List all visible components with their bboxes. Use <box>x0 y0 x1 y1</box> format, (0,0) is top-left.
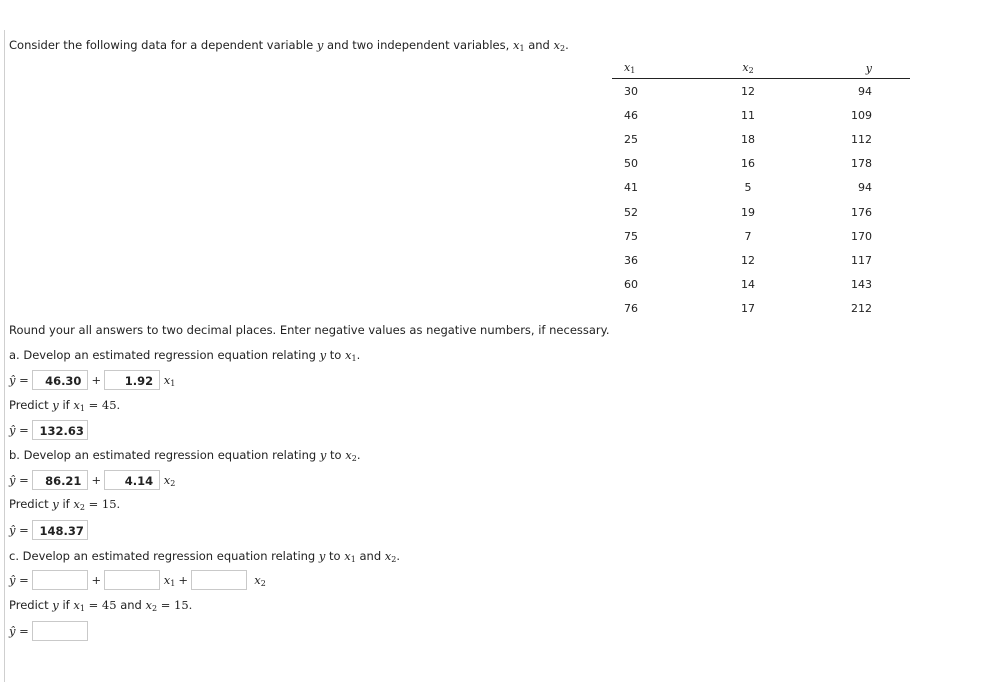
table-row <box>612 152 910 176</box>
part-c-prediction: ŷ = <box>9 621 88 641</box>
table-cell-y: 178 <box>851 157 872 171</box>
part-b-title: b. Develop an estimated regression equation relating y to $x_2$. <box>9 448 361 463</box>
left-border <box>4 30 5 682</box>
table-cell-x2: 12 <box>741 84 755 98</box>
table-cell-y: 94 <box>858 84 872 98</box>
intro-text: Consider the following data for a dependent variable y and two independent variables, $x_1$ and $x_2$. <box>9 38 569 53</box>
table-cell-y: 170 <box>851 229 872 243</box>
part-c-prediction-input[interactable] <box>32 621 88 641</box>
table-cell-x1: 46 <box>624 108 638 122</box>
header-x1: $x_1$ <box>612 58 698 79</box>
part-b-prediction-input[interactable]: 148.37 <box>32 520 88 540</box>
part-b-equation: ŷ = 86.21 + 4.14 $x_2$ <box>9 470 175 490</box>
table-row <box>612 176 910 200</box>
table-header-row <box>612 58 910 79</box>
part-a-predict-text: Predict y if $x_1 = 45$. <box>9 398 121 413</box>
table-cell-x2: 16 <box>741 157 755 171</box>
table-cell-x1: 30 <box>624 84 638 98</box>
table-cell-x1: 52 <box>624 205 638 219</box>
table-cell-x2: 5 <box>744 181 752 195</box>
table-row <box>612 79 910 104</box>
table-cell-x1: 60 <box>624 278 638 292</box>
instructions-text: Round your all answers to two decimal places. Enter negative values as negative numbers, if necessary. <box>9 323 610 337</box>
table-cell-y: 143 <box>851 278 872 292</box>
table-cell-y: 109 <box>851 108 872 122</box>
part-c-predict-text: Predict y if $x_1 = 45$ and $x_2 = 15$. <box>9 598 193 613</box>
part-b-coef2-input[interactable]: 4.14 <box>104 470 160 490</box>
table-cell-x1: 41 <box>624 181 638 195</box>
part-a-equation: ŷ = 46.30 + 1.92 $x_1$ <box>9 370 175 390</box>
table-cell-x2: 18 <box>741 132 755 146</box>
table-cell-y: 176 <box>851 205 872 219</box>
part-c-intercept-input[interactable] <box>32 570 88 590</box>
part-a-prediction-input[interactable]: 132.63 <box>32 420 88 440</box>
part-a-intercept-input[interactable]: 46.30 <box>32 370 88 390</box>
table-cell-x1: 50 <box>624 157 638 171</box>
table-cell-y: 212 <box>851 302 872 316</box>
table-cell-x2: 7 <box>744 229 752 243</box>
table-cell-x2: 11 <box>741 108 755 122</box>
table-cell-y: 94 <box>858 181 872 195</box>
table-cell-x1: 75 <box>624 229 638 243</box>
part-a-prediction: ŷ = 132.63 <box>9 420 88 440</box>
part-c-coef1-input[interactable] <box>104 570 160 590</box>
part-b-predict-text: Predict y if $x_2 = 15$. <box>9 497 121 512</box>
header-y: y <box>798 58 910 79</box>
table-cell-x1: 76 <box>624 302 638 316</box>
header-x2: $x_2$ <box>698 58 798 79</box>
table-cell-y: 117 <box>851 253 872 267</box>
table-row <box>612 248 910 272</box>
part-b-intercept-input[interactable]: 86.21 <box>32 470 88 490</box>
table-cell-x2: 19 <box>741 205 755 219</box>
table-cell-x2: 14 <box>741 278 755 292</box>
table-cell-y: 112 <box>851 132 872 146</box>
table-cell-x1: 25 <box>624 132 638 146</box>
table-row <box>612 224 910 248</box>
table-cell-x1: 36 <box>624 253 638 267</box>
table-cell-x2: 17 <box>741 302 755 316</box>
table-row <box>612 103 910 127</box>
table-cell-x2: 12 <box>741 253 755 267</box>
data-table <box>612 58 910 321</box>
part-c-equation: ŷ = + $x_1$ + $x_2$ <box>9 570 266 590</box>
part-a-coef1-input[interactable]: 1.92 <box>104 370 160 390</box>
table-row <box>612 200 910 224</box>
part-b-prediction: ŷ = 148.37 <box>9 520 88 540</box>
part-a-title: a. Develop an estimated regression equation relating y to $x_1$. <box>9 348 361 363</box>
table-row <box>612 127 910 151</box>
part-c-coef2-input[interactable] <box>191 570 247 590</box>
part-c-title: c. Develop an estimated regression equation relating y to $x_1$ and $x_2$. <box>9 549 401 564</box>
table-row <box>612 273 910 297</box>
table-row <box>612 297 910 321</box>
